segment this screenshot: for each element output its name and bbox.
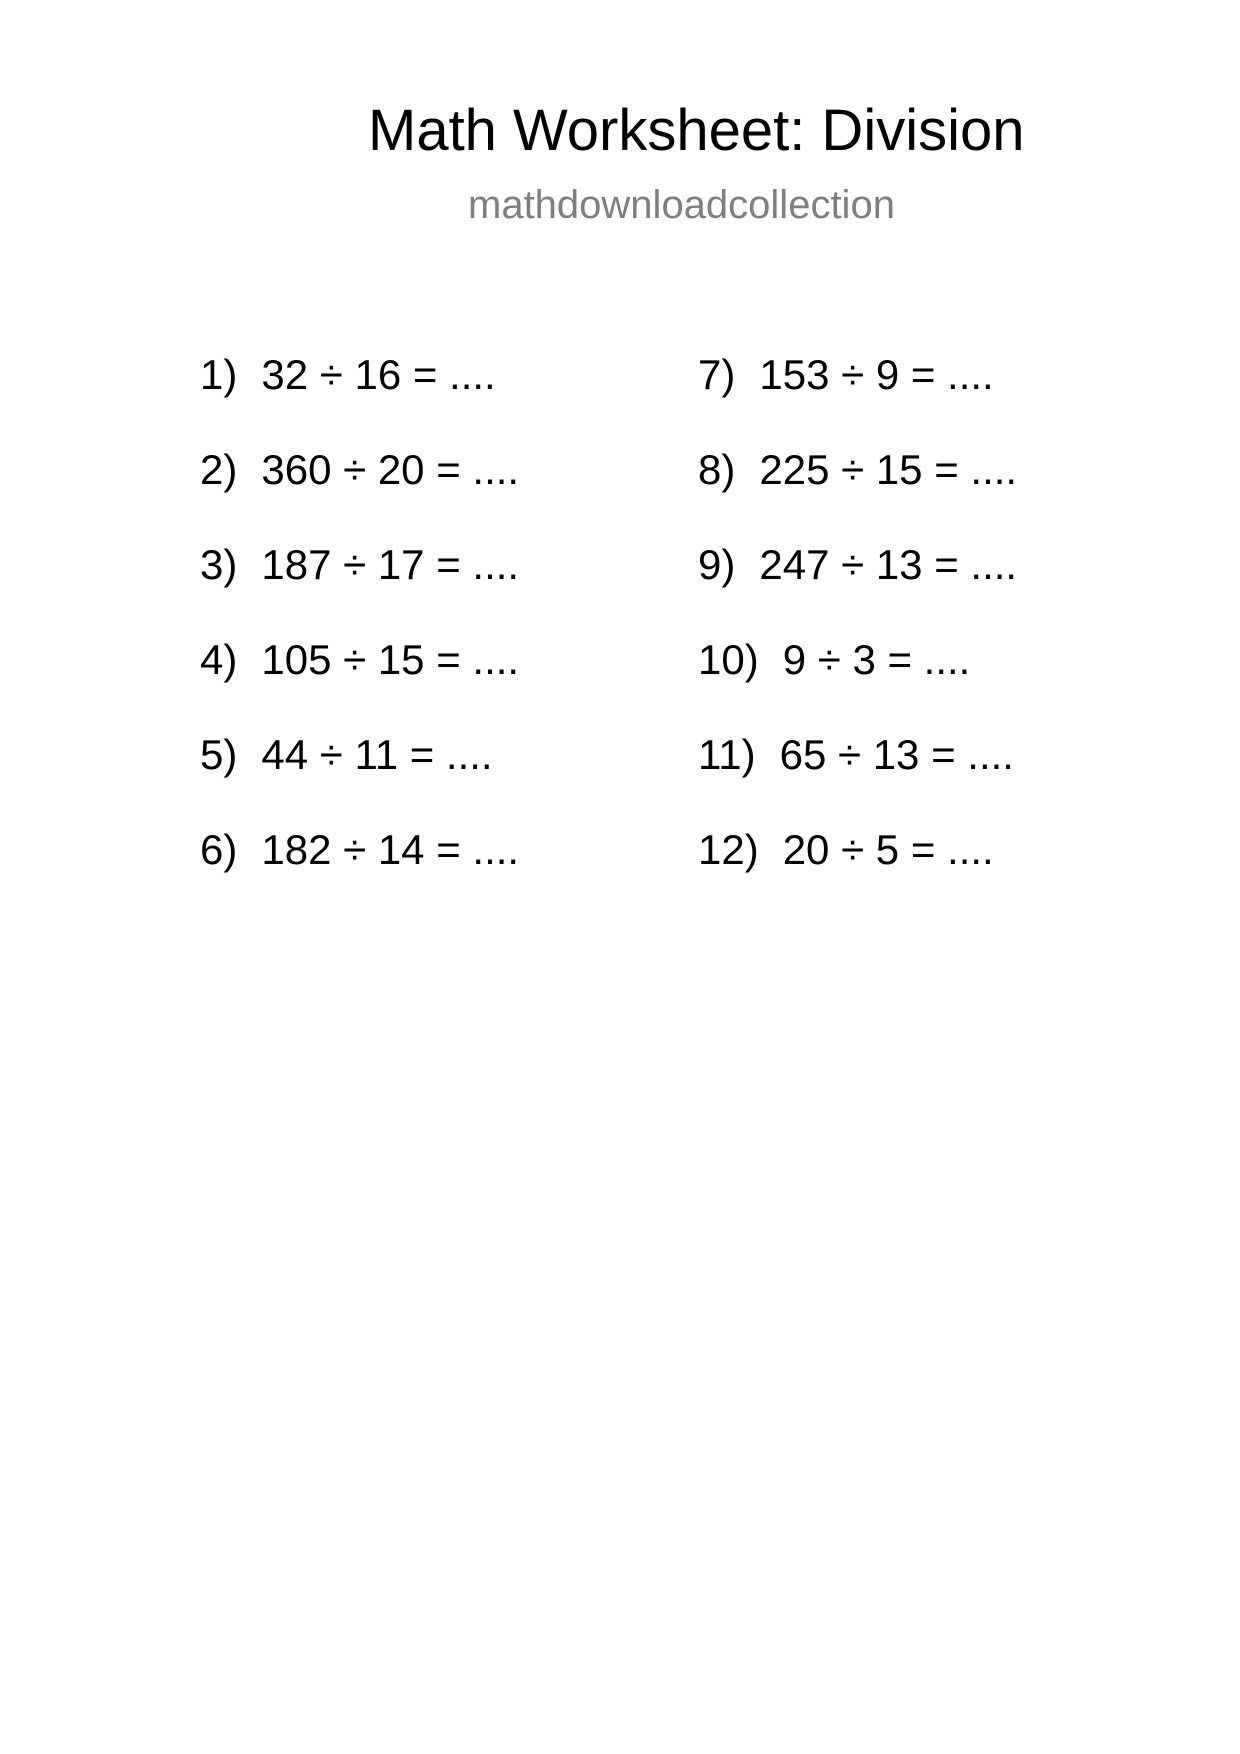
problem-number: 11): [698, 731, 756, 778]
problem-number: 3): [200, 541, 238, 588]
problem-4: [200, 628, 680, 723]
problem-number: 8): [698, 446, 736, 493]
problem-expression: 225 ÷ 15 = ....: [759, 446, 1018, 493]
problem-expression: 105 ÷ 15 = ....: [261, 636, 520, 683]
problem-2: [200, 438, 680, 533]
problem-10: [698, 628, 1178, 723]
problem-expression: 247 ÷ 13 = ....: [759, 541, 1018, 588]
problem-expression: 153 ÷ 9 = ....: [759, 351, 994, 398]
problem-column-left: [200, 343, 680, 913]
page-subtitle: mathdownloadcollection: [468, 183, 895, 227]
problem-number: 1): [200, 351, 238, 398]
problem-11: [698, 723, 1178, 818]
problem-expression: 360 ÷ 20 = ....: [261, 446, 520, 493]
problem-expression: 20 ÷ 5 = ....: [782, 826, 994, 873]
problem-1: [200, 343, 680, 438]
problem-12: [698, 818, 1178, 913]
problem-6: [200, 818, 680, 913]
problem-9: [698, 533, 1178, 628]
problem-5: [200, 723, 680, 818]
problem-3: [200, 533, 680, 628]
problem-number: 9): [698, 541, 736, 588]
problem-number: 12): [698, 826, 759, 873]
problem-column-right: [698, 343, 1178, 913]
problem-expression: 32 ÷ 16 = ....: [261, 351, 496, 398]
problem-number: 10): [698, 636, 759, 683]
problem-number: 7): [698, 351, 736, 398]
problem-expression: 44 ÷ 11 = ....: [261, 731, 493, 778]
problem-grid: [0, 343, 1240, 903]
problem-number: 5): [200, 731, 238, 778]
problem-number: 6): [200, 826, 238, 873]
problem-number: 2): [200, 446, 238, 493]
problem-expression: 65 ÷ 13 = ....: [779, 731, 1014, 778]
problem-number: 4): [200, 636, 238, 683]
problem-7: [698, 343, 1178, 438]
problem-expression: 9 ÷ 3 = ....: [782, 636, 971, 683]
problem-expression: 187 ÷ 17 = ....: [261, 541, 520, 588]
page-title: Math Worksheet: Division: [368, 98, 1025, 163]
worksheet-header: [0, 95, 1240, 235]
problem-8: [698, 438, 1178, 533]
problem-expression: 182 ÷ 14 = ....: [261, 826, 520, 873]
